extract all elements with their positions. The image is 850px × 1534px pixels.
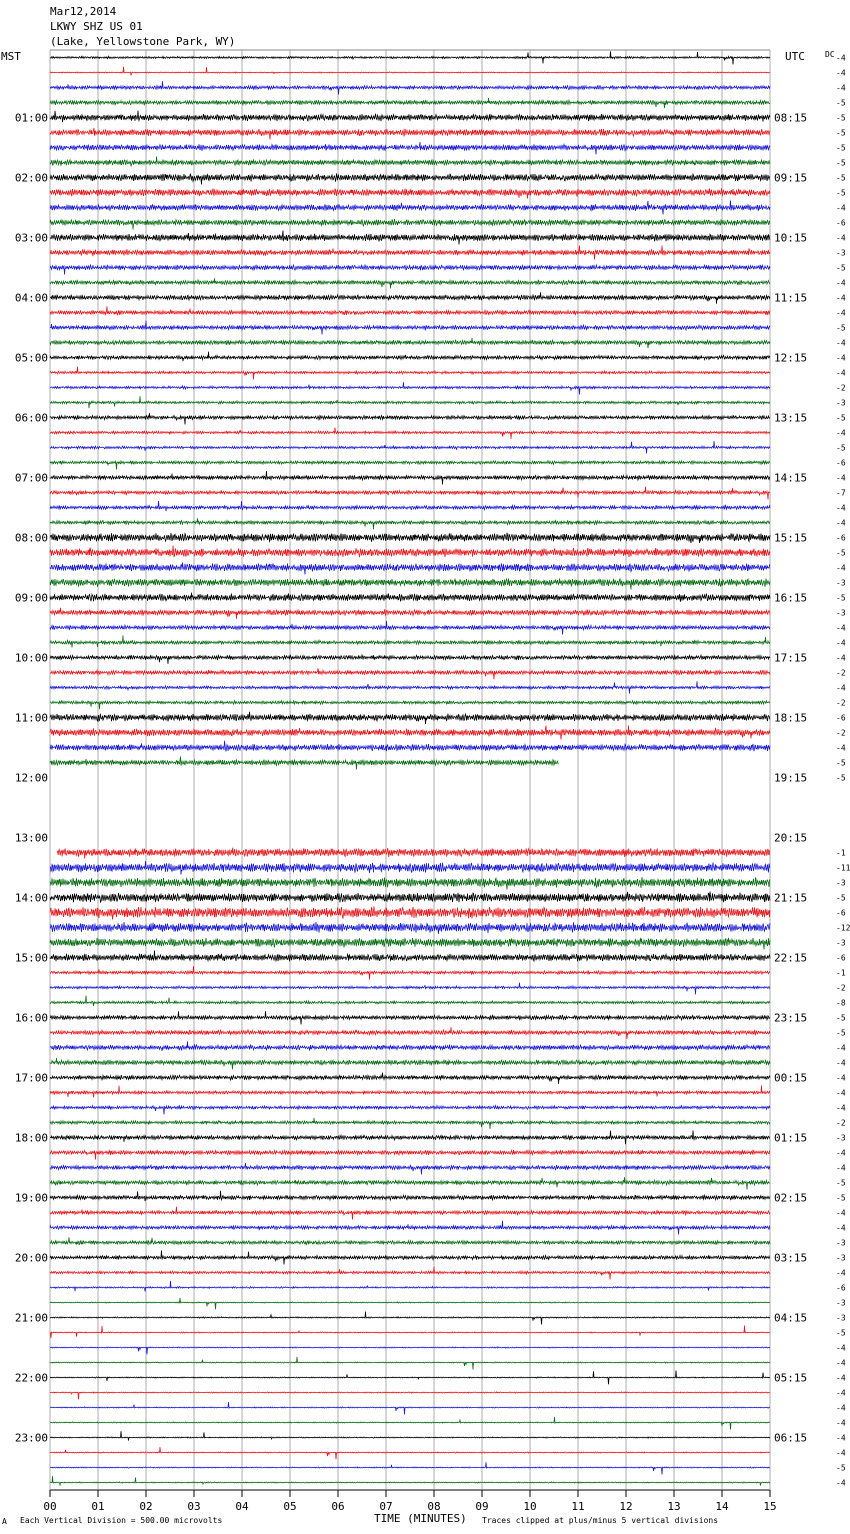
trace-row <box>50 278 770 288</box>
station-location: (Lake, Yellowstone Park, WY) <box>50 35 236 48</box>
trace-row <box>50 983 770 995</box>
dc-offset-label: -6 <box>836 533 846 543</box>
trace-row <box>50 487 770 500</box>
trace-row <box>50 1106 770 1115</box>
dc-offset-label: -2 <box>836 383 846 393</box>
trace-row <box>50 352 770 361</box>
trace-row <box>50 367 770 380</box>
trace-row <box>50 173 770 184</box>
hour-label-right: 20:15 <box>774 831 808 845</box>
hour-label-left: 09:00 <box>14 591 48 605</box>
dc-offset-label: -5 <box>836 758 846 768</box>
trace-row <box>50 81 770 94</box>
x-tick-label: 04 <box>235 1500 249 1513</box>
trace-row <box>50 712 770 724</box>
hour-label-left: 01:00 <box>14 111 48 125</box>
trace-row <box>50 938 770 950</box>
trace-row <box>50 1177 770 1189</box>
trace-row <box>50 471 770 485</box>
hour-label-right: 06:15 <box>774 1431 808 1445</box>
hour-label-right: 13:15 <box>774 411 808 425</box>
x-tick-label: 14 <box>715 1500 729 1513</box>
dc-offset-label: -3 <box>836 1133 846 1143</box>
dc-offset-label: -4 <box>836 1043 846 1053</box>
dc-offset-label: -4 <box>836 563 846 573</box>
dc-offset-label: -5 <box>836 173 846 183</box>
dc-offset-label: -2 <box>836 698 846 708</box>
dc-offset-label: -4 <box>836 653 846 663</box>
hour-label-left: 12:00 <box>14 771 48 785</box>
x-tick-label: 11 <box>571 1500 585 1513</box>
dc-offset-label: -5 <box>836 893 846 903</box>
dc-offset-label: -2 <box>836 1118 846 1128</box>
hour-label-right: 11:15 <box>774 291 808 305</box>
dc-offset-label: -12 <box>836 923 850 933</box>
dc-offset-label: -6 <box>836 458 846 468</box>
hour-label-right: 00:15 <box>774 1071 808 1085</box>
trace-row <box>50 157 770 167</box>
dc-offset-label: -3 <box>836 1253 846 1263</box>
trace-row <box>50 1371 770 1385</box>
dc-offset-label: -3 <box>836 608 846 618</box>
hour-label-left: 22:00 <box>14 1371 48 1385</box>
hour-label-left: 15:00 <box>14 951 48 965</box>
trace-row <box>50 996 770 1006</box>
trace-row <box>50 292 770 303</box>
trace-row <box>50 533 770 543</box>
dc-offset-label: -6 <box>836 218 846 228</box>
hour-label-left: 06:00 <box>14 411 48 425</box>
dc-offset-label: -5 <box>836 323 846 333</box>
hour-label-right: 19:15 <box>774 771 808 785</box>
dc-offset-label: -4 <box>836 503 846 513</box>
hour-label-right: 02:15 <box>774 1191 808 1205</box>
hour-label-right: 15:15 <box>774 531 808 545</box>
trace-row <box>50 922 770 934</box>
x-tick-label: 08 <box>427 1500 441 1513</box>
dc-offset-label: -2 <box>836 668 846 678</box>
dc-offset-label: -4 <box>836 353 846 363</box>
dc-offset-label: -4 <box>836 1268 846 1278</box>
trace-row <box>50 188 770 198</box>
trace-row <box>50 1221 770 1235</box>
hour-label-left: 04:00 <box>14 291 48 305</box>
hour-label-left: 21:00 <box>14 1311 48 1325</box>
hour-label-right: 05:15 <box>774 1371 808 1385</box>
dc-offset-label: -4 <box>836 233 846 243</box>
trace-row <box>50 67 770 76</box>
dc-offset-label: -3 <box>836 878 846 888</box>
trace-row <box>50 1131 770 1145</box>
dc-offset-label: -4 <box>836 1478 846 1488</box>
dc-offset-label: -3 <box>836 1238 846 1248</box>
hour-label-right: 14:15 <box>774 471 808 485</box>
dc-offset-label: -4 <box>836 53 846 63</box>
dc-offset-label: -3 <box>836 1313 846 1323</box>
dc-offset-label: -4 <box>836 1433 846 1443</box>
dc-offset-label: -4 <box>836 338 846 348</box>
trace-row <box>50 1237 770 1244</box>
trace-row <box>50 1447 770 1459</box>
trace-row <box>50 892 770 903</box>
trace-row <box>50 1298 770 1310</box>
trace-row <box>50 1086 770 1098</box>
trace-row <box>50 128 770 140</box>
trace-row <box>50 142 770 155</box>
trace-row <box>50 428 770 439</box>
dc-offset-label: -4 <box>836 1148 846 1158</box>
dc-offset-label: -4 <box>836 623 846 633</box>
dc-offset-label: -4 <box>836 1388 846 1398</box>
trace-row <box>50 321 770 335</box>
dc-offset-label: -4 <box>836 1058 846 1068</box>
dc-offset-label: -4 <box>836 473 846 483</box>
dc-offset-label: -7 <box>836 488 846 498</box>
trace-row <box>50 1312 770 1325</box>
dc-offset-label: -4 <box>836 1343 846 1353</box>
x-tick-label: 12 <box>619 1500 633 1513</box>
dc-offset-label: -3 <box>836 578 846 588</box>
trace-row <box>50 1347 770 1354</box>
trace-row <box>50 338 770 348</box>
trace-row <box>50 1207 770 1220</box>
dc-offset-label: -3 <box>836 1298 846 1308</box>
x-tick-label: 00 <box>43 1500 57 1513</box>
trace-row <box>50 563 770 575</box>
x-tick-label: 05 <box>283 1500 297 1513</box>
trace-row <box>50 1041 770 1050</box>
dc-offset-label: -8 <box>836 998 846 1008</box>
dc-offset-label: -4 <box>836 68 846 78</box>
hour-label-right: 23:15 <box>774 1011 808 1025</box>
trace-row <box>50 966 770 979</box>
dc-offset-label: -5 <box>836 1328 846 1338</box>
dc-offset-label: -6 <box>836 908 846 918</box>
dc-offset-label: -4 <box>836 1088 846 1098</box>
dc-offset-label: -5 <box>836 128 846 138</box>
trace-row <box>50 1027 770 1039</box>
x-tick-label: 15 <box>763 1500 777 1513</box>
dc-offset-label: -4 <box>836 1403 846 1413</box>
trace-row <box>50 951 770 962</box>
dc-offset-label: -5 <box>836 413 846 423</box>
hour-label-left: 02:00 <box>14 171 48 185</box>
trace-row <box>50 593 770 602</box>
trace-row <box>50 1402 770 1415</box>
dc-offset-label: -5 <box>836 548 846 558</box>
dc-offset-label: -4 <box>836 1073 846 1083</box>
hour-label-right: 12:15 <box>774 351 808 365</box>
hour-label-left: 13:00 <box>14 831 48 845</box>
trace-row <box>50 1163 770 1175</box>
trace-row <box>50 1326 770 1338</box>
dc-offset-label: -5 <box>836 1178 846 1188</box>
dc-offset-label: -5 <box>836 1028 846 1038</box>
dc-offset-label: -3 <box>836 248 846 258</box>
hour-label-left: 14:00 <box>14 891 48 905</box>
hour-label-left: 17:00 <box>14 1071 48 1085</box>
dc-offset-label: -5 <box>836 773 846 783</box>
hour-label-right: 22:15 <box>774 951 808 965</box>
trace-row <box>50 111 770 123</box>
dc-offset-label: -4 <box>836 1448 846 1458</box>
trace-row <box>50 413 770 424</box>
trace-row <box>50 1251 770 1265</box>
hour-label-right: 09:15 <box>774 171 808 185</box>
scale-note: Each Vertical Division = 500.00 microvolts <box>20 1516 223 1525</box>
hour-label-left: 07:00 <box>14 471 48 485</box>
dc-offset-label: -5 <box>836 263 846 273</box>
trace-row <box>50 306 770 315</box>
trace-row <box>50 906 770 919</box>
dc-offset-label: -4 <box>836 203 846 213</box>
hour-label-right: 21:15 <box>774 891 808 905</box>
dc-offset-label: -4 <box>836 1163 846 1173</box>
trace-row <box>50 1150 770 1160</box>
trace-row <box>50 681 770 693</box>
left-timezone-label: MST <box>1 50 21 63</box>
hour-label-right: 08:15 <box>774 111 808 125</box>
trace-row <box>50 1417 770 1429</box>
hour-label-left: 19:00 <box>14 1191 48 1205</box>
trace-row <box>50 201 770 215</box>
dc-offset-label: -2 <box>836 728 846 738</box>
trace-row <box>50 461 770 470</box>
trace-row <box>50 501 770 511</box>
dc-offset-label: -5 <box>836 443 846 453</box>
trace-row <box>50 726 770 740</box>
dc-offset-label: -5 <box>836 1193 846 1203</box>
dc-offset-label: -4 <box>836 1208 846 1218</box>
dc-offset-label: -5 <box>836 1463 846 1473</box>
trace-row <box>50 51 770 64</box>
dc-offset-label: -4 <box>836 308 846 318</box>
dc-offset-label: -5 <box>836 1013 846 1023</box>
dc-offset-label: -4 <box>836 1223 846 1233</box>
hour-label-left: 18:00 <box>14 1131 48 1145</box>
hour-label-right: 18:15 <box>774 711 808 725</box>
dc-offset-label: -1 <box>836 968 846 978</box>
hour-label-right: 16:15 <box>774 591 808 605</box>
trace-row <box>50 636 770 648</box>
trace-row <box>50 1357 770 1370</box>
hour-label-left: 11:00 <box>14 711 48 725</box>
hour-label-left: 10:00 <box>14 651 48 665</box>
dc-offset-label: -4 <box>836 1373 846 1383</box>
trace-row <box>57 848 770 859</box>
dc-offset-label: -5 <box>836 188 846 198</box>
hour-label-left: 05:00 <box>14 351 48 365</box>
dc-offset-label: -4 <box>836 518 846 528</box>
corner-mark: A <box>2 1517 7 1526</box>
dc-offset-label: -2 <box>836 983 846 993</box>
trace-row <box>50 265 770 275</box>
trace-row <box>50 1073 770 1084</box>
trace-row <box>50 1281 770 1292</box>
trace-row <box>50 219 770 230</box>
x-tick-label: 13 <box>667 1500 681 1513</box>
trace-row <box>50 861 770 874</box>
dc-offset-label: -4 <box>836 1358 846 1368</box>
trace-row <box>50 1011 770 1024</box>
hour-label-right: 01:15 <box>774 1131 808 1145</box>
trace-row <box>50 1476 770 1485</box>
dc-offset-label: -4 <box>836 428 846 438</box>
trace-row <box>50 1431 770 1440</box>
trace-row <box>50 701 770 709</box>
dc-offset-label: -3 <box>836 938 846 948</box>
dc-offset-label: -4 <box>836 683 846 693</box>
dc-offset-label: -5 <box>836 158 846 168</box>
dc-offset-label: -6 <box>836 1283 846 1293</box>
dc-offset-label: -1 <box>836 848 846 858</box>
trace-row <box>50 231 770 245</box>
dc-offset-label: -3 <box>836 398 846 408</box>
plot-date: Mar12,2014 <box>50 5 117 18</box>
trace-row <box>50 621 770 635</box>
trace-row <box>50 1462 770 1474</box>
trace-row <box>50 441 770 453</box>
trace-row <box>50 1191 770 1201</box>
x-tick-label: 01 <box>91 1500 105 1513</box>
trace-row <box>50 655 770 664</box>
dc-offset-label: -4 <box>836 1103 846 1113</box>
trace-row <box>50 668 770 679</box>
trace-row <box>50 246 770 260</box>
dc-offset-label: -4 <box>836 638 846 648</box>
dc-offset-label: -5 <box>836 98 846 108</box>
trace-row <box>50 98 770 108</box>
x-tick-label: 02 <box>139 1500 153 1513</box>
trace-row <box>50 1267 770 1280</box>
hour-label-left: 03:00 <box>14 231 48 245</box>
dc-offset-label: -6 <box>836 713 846 723</box>
hour-label-left: 16:00 <box>14 1011 48 1025</box>
trace-row <box>50 546 770 558</box>
trace-row <box>50 741 770 752</box>
dc-offset-label: -4 <box>836 368 846 378</box>
trace-row <box>50 396 770 408</box>
trace-row <box>50 877 770 889</box>
dc-offset-label: -6 <box>836 953 846 963</box>
trace-row <box>50 1118 770 1129</box>
dc-offset-label: -4 <box>836 293 846 303</box>
dc-offset-label: -4 <box>836 83 846 93</box>
dc-offset-label: -11 <box>836 863 850 873</box>
hour-label-right: 04:15 <box>774 1311 808 1325</box>
x-tick-label: 10 <box>523 1500 537 1513</box>
station-code: LKWY SHZ US 01 <box>50 20 143 33</box>
trace-row <box>50 1392 770 1400</box>
hour-label-left: 08:00 <box>14 531 48 545</box>
dc-header-label: DC <box>825 50 835 59</box>
hour-label-right: 10:15 <box>774 231 808 245</box>
dc-offset-label: -5 <box>836 593 846 603</box>
right-timezone-label: UTC <box>785 50 805 63</box>
clip-note: Traces clipped at plus/minus 5 vertical divisions <box>482 1516 719 1525</box>
dc-offset-label: -4 <box>836 1418 846 1428</box>
trace-row <box>50 1058 770 1069</box>
trace-row <box>50 518 770 529</box>
trace-row <box>50 608 770 619</box>
hour-label-left: 20:00 <box>14 1251 48 1265</box>
x-tick-label: 09 <box>475 1500 489 1513</box>
dc-offset-label: -5 <box>836 113 846 123</box>
hour-label-right: 17:15 <box>774 651 808 665</box>
trace-row <box>50 382 770 394</box>
hour-label-right: 03:15 <box>774 1251 808 1265</box>
dc-offset-label: -4 <box>836 278 846 288</box>
x-tick-label: 03 <box>187 1500 201 1513</box>
trace-row <box>50 579 770 590</box>
x-tick-label: 06 <box>331 1500 345 1513</box>
hour-label-left: 23:00 <box>14 1431 48 1445</box>
x-axis-title: TIME (MINUTES) <box>374 1512 467 1525</box>
dc-offset-label: -4 <box>836 743 846 753</box>
dc-offset-label: -5 <box>836 143 846 153</box>
x-tick-label: 07 <box>379 1500 393 1513</box>
